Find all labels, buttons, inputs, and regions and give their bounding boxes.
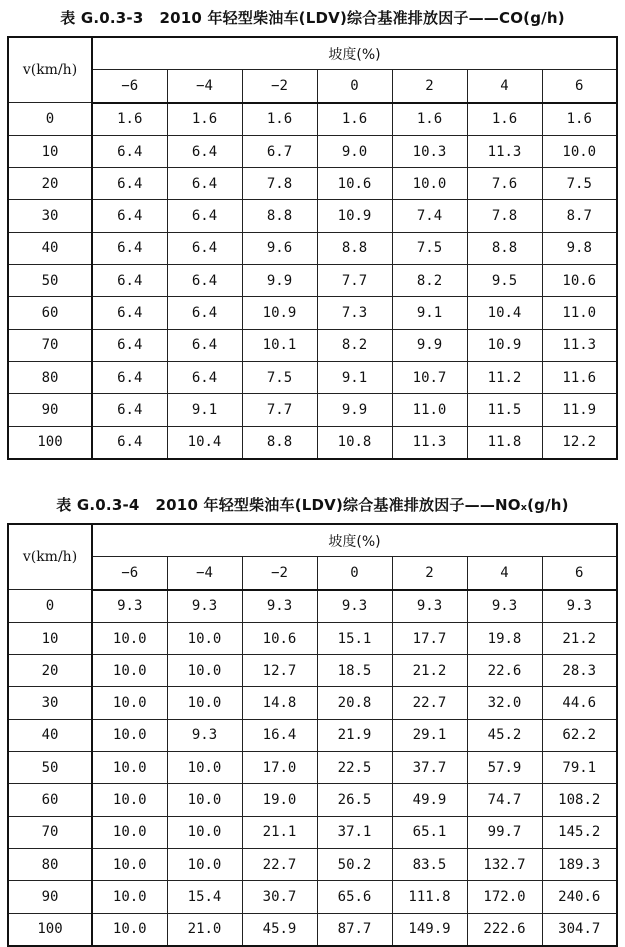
value-cell: 18.5 bbox=[317, 655, 392, 687]
speed-cell: 100 bbox=[8, 426, 92, 459]
table-row bbox=[8, 200, 617, 232]
value-cell: 10.0 bbox=[167, 784, 242, 816]
value-cell: 10.0 bbox=[92, 784, 167, 816]
value-cell: 32.0 bbox=[467, 687, 542, 719]
value-cell: 6.4 bbox=[92, 361, 167, 393]
slope-column-header: −6 bbox=[92, 70, 167, 103]
value-cell: 10.6 bbox=[317, 168, 392, 200]
value-cell: 8.7 bbox=[542, 200, 617, 232]
value-cell: 132.7 bbox=[467, 848, 542, 880]
value-cell: 10.0 bbox=[167, 752, 242, 784]
value-cell: 74.7 bbox=[467, 784, 542, 816]
value-cell: 108.2 bbox=[542, 784, 617, 816]
value-cell: 9.1 bbox=[317, 361, 392, 393]
value-cell: 172.0 bbox=[467, 881, 542, 913]
speed-cell: 20 bbox=[8, 655, 92, 687]
table-row bbox=[8, 719, 617, 751]
slope-column-header: −4 bbox=[167, 70, 242, 103]
value-cell: 9.0 bbox=[317, 135, 392, 167]
value-cell: 10.9 bbox=[317, 200, 392, 232]
slope-column-header: −2 bbox=[242, 557, 317, 590]
slope-column-header: 0 bbox=[317, 557, 392, 590]
speed-cell: 80 bbox=[8, 361, 92, 393]
value-cell: 19.0 bbox=[242, 784, 317, 816]
slope-column-header: −4 bbox=[167, 557, 242, 590]
value-cell: 10.0 bbox=[542, 135, 617, 167]
value-cell: 21.1 bbox=[242, 816, 317, 848]
value-cell: 10.0 bbox=[167, 687, 242, 719]
value-cell: 7.5 bbox=[542, 168, 617, 200]
value-cell: 45.2 bbox=[467, 719, 542, 751]
value-cell: 10.8 bbox=[317, 426, 392, 459]
value-cell: 11.0 bbox=[542, 297, 617, 329]
value-cell: 10.6 bbox=[542, 265, 617, 297]
value-cell: 49.9 bbox=[392, 784, 467, 816]
value-cell: 37.1 bbox=[317, 816, 392, 848]
value-cell: 8.8 bbox=[242, 200, 317, 232]
value-cell: 26.5 bbox=[317, 784, 392, 816]
value-cell: 6.4 bbox=[167, 265, 242, 297]
value-cell: 9.9 bbox=[317, 394, 392, 426]
value-cell: 1.6 bbox=[542, 103, 617, 136]
value-cell: 111.8 bbox=[392, 881, 467, 913]
slope-column-header: 0 bbox=[317, 70, 392, 103]
slope-column-header: 2 bbox=[392, 70, 467, 103]
value-cell: 7.4 bbox=[392, 200, 467, 232]
slope-column-header: 6 bbox=[542, 70, 617, 103]
table-row bbox=[8, 622, 617, 654]
value-cell: 45.9 bbox=[242, 913, 317, 946]
value-cell: 22.5 bbox=[317, 752, 392, 784]
speed-cell: 30 bbox=[8, 200, 92, 232]
value-cell: 6.4 bbox=[167, 135, 242, 167]
value-cell: 6.4 bbox=[92, 232, 167, 264]
value-cell: 10.0 bbox=[167, 655, 242, 687]
value-cell: 6.4 bbox=[92, 135, 167, 167]
speed-cell: 0 bbox=[8, 103, 92, 136]
value-cell: 1.6 bbox=[317, 103, 392, 136]
value-cell: 7.6 bbox=[467, 168, 542, 200]
value-cell: 240.6 bbox=[542, 881, 617, 913]
value-cell: 10.9 bbox=[467, 329, 542, 361]
table-row bbox=[8, 426, 617, 459]
value-cell: 15.4 bbox=[167, 881, 242, 913]
table-caption bbox=[7, 491, 618, 519]
speed-cell: 70 bbox=[8, 816, 92, 848]
value-cell: 7.5 bbox=[392, 232, 467, 264]
value-cell: 57.9 bbox=[467, 752, 542, 784]
value-cell: 11.0 bbox=[392, 394, 467, 426]
value-cell: 9.3 bbox=[542, 590, 617, 623]
value-cell: 11.5 bbox=[467, 394, 542, 426]
value-cell: 79.1 bbox=[542, 752, 617, 784]
value-cell: 9.3 bbox=[167, 719, 242, 751]
speed-cell: 0 bbox=[8, 590, 92, 623]
value-cell: 10.0 bbox=[92, 655, 167, 687]
speed-column-header: v(km/h) bbox=[8, 37, 92, 103]
value-cell: 1.6 bbox=[92, 103, 167, 136]
emission-table-nox bbox=[7, 523, 618, 947]
value-cell: 9.3 bbox=[92, 590, 167, 623]
value-cell: 87.7 bbox=[317, 913, 392, 946]
value-cell: 15.1 bbox=[317, 622, 392, 654]
value-cell: 6.4 bbox=[167, 232, 242, 264]
speed-cell: 30 bbox=[8, 687, 92, 719]
table-row bbox=[8, 752, 617, 784]
value-cell: 16.4 bbox=[242, 719, 317, 751]
value-cell: 10.0 bbox=[167, 622, 242, 654]
speed-cell: 60 bbox=[8, 297, 92, 329]
value-cell: 222.6 bbox=[467, 913, 542, 946]
value-cell: 10.0 bbox=[392, 168, 467, 200]
emission-table-co bbox=[7, 36, 618, 460]
value-cell: 37.7 bbox=[392, 752, 467, 784]
value-cell: 10.0 bbox=[167, 848, 242, 880]
table-row bbox=[8, 913, 617, 946]
value-cell: 6.4 bbox=[167, 361, 242, 393]
table-block-co bbox=[7, 4, 618, 460]
table-block-nox bbox=[7, 491, 618, 947]
table-row bbox=[8, 265, 617, 297]
value-cell: 21.2 bbox=[542, 622, 617, 654]
value-cell: 9.5 bbox=[467, 265, 542, 297]
value-cell: 62.2 bbox=[542, 719, 617, 751]
value-cell: 22.7 bbox=[242, 848, 317, 880]
value-cell: 22.7 bbox=[392, 687, 467, 719]
table-row bbox=[8, 329, 617, 361]
value-cell: 11.8 bbox=[467, 426, 542, 459]
value-cell: 8.2 bbox=[317, 329, 392, 361]
speed-column-header: v(km/h) bbox=[8, 524, 92, 590]
value-cell: 30.7 bbox=[242, 881, 317, 913]
value-cell: 21.2 bbox=[392, 655, 467, 687]
slope-group-header: 坡度(%) bbox=[92, 524, 617, 557]
value-cell: 12.7 bbox=[242, 655, 317, 687]
speed-cell: 100 bbox=[8, 913, 92, 946]
value-cell: 6.4 bbox=[92, 297, 167, 329]
value-cell: 10.0 bbox=[167, 816, 242, 848]
speed-cell: 40 bbox=[8, 719, 92, 751]
value-cell: 9.3 bbox=[317, 590, 392, 623]
value-cell: 9.8 bbox=[542, 232, 617, 264]
value-cell: 10.0 bbox=[92, 816, 167, 848]
value-cell: 50.2 bbox=[317, 848, 392, 880]
slope-column-header: 6 bbox=[542, 557, 617, 590]
slope-column-header: 4 bbox=[467, 70, 542, 103]
table-caption-id: 表 G.0.3-3 bbox=[60, 9, 144, 27]
value-cell: 9.6 bbox=[242, 232, 317, 264]
slope-column-header: 4 bbox=[467, 557, 542, 590]
table-row bbox=[8, 590, 617, 623]
value-cell: 65.6 bbox=[317, 881, 392, 913]
table-row bbox=[8, 135, 617, 167]
table-row bbox=[8, 816, 617, 848]
value-cell: 21.0 bbox=[167, 913, 242, 946]
value-cell: 6.4 bbox=[92, 426, 167, 459]
value-cell: 189.3 bbox=[542, 848, 617, 880]
value-cell: 7.7 bbox=[242, 394, 317, 426]
speed-cell: 20 bbox=[8, 168, 92, 200]
table-caption-text: 2010 年轻型柴油车(LDV)综合基准排放因子——CO(g/h) bbox=[159, 9, 565, 27]
value-cell: 10.4 bbox=[467, 297, 542, 329]
speed-cell: 60 bbox=[8, 784, 92, 816]
value-cell: 1.6 bbox=[242, 103, 317, 136]
value-cell: 9.3 bbox=[242, 590, 317, 623]
value-cell: 6.4 bbox=[167, 297, 242, 329]
table-row bbox=[8, 687, 617, 719]
value-cell: 6.4 bbox=[92, 265, 167, 297]
value-cell: 10.6 bbox=[242, 622, 317, 654]
value-cell: 7.8 bbox=[467, 200, 542, 232]
value-cell: 10.0 bbox=[92, 687, 167, 719]
value-cell: 10.7 bbox=[392, 361, 467, 393]
value-cell: 11.3 bbox=[542, 329, 617, 361]
value-cell: 304.7 bbox=[542, 913, 617, 946]
value-cell: 9.3 bbox=[467, 590, 542, 623]
value-cell: 9.9 bbox=[392, 329, 467, 361]
value-cell: 9.3 bbox=[167, 590, 242, 623]
speed-cell: 70 bbox=[8, 329, 92, 361]
table-row bbox=[8, 361, 617, 393]
table-row bbox=[8, 394, 617, 426]
value-cell: 10.0 bbox=[92, 752, 167, 784]
value-cell: 21.9 bbox=[317, 719, 392, 751]
value-cell: 10.4 bbox=[167, 426, 242, 459]
value-cell: 20.8 bbox=[317, 687, 392, 719]
value-cell: 8.8 bbox=[317, 232, 392, 264]
value-cell: 10.0 bbox=[92, 913, 167, 946]
value-cell: 149.9 bbox=[392, 913, 467, 946]
value-cell: 11.9 bbox=[542, 394, 617, 426]
value-cell: 65.1 bbox=[392, 816, 467, 848]
value-cell: 7.5 bbox=[242, 361, 317, 393]
value-cell: 8.2 bbox=[392, 265, 467, 297]
speed-cell: 10 bbox=[8, 622, 92, 654]
value-cell: 9.1 bbox=[167, 394, 242, 426]
speed-cell: 90 bbox=[8, 394, 92, 426]
speed-cell: 80 bbox=[8, 848, 92, 880]
value-cell: 1.6 bbox=[392, 103, 467, 136]
value-cell: 10.9 bbox=[242, 297, 317, 329]
slope-column-header: −6 bbox=[92, 557, 167, 590]
value-cell: 10.1 bbox=[242, 329, 317, 361]
value-cell: 9.9 bbox=[242, 265, 317, 297]
value-cell: 1.6 bbox=[467, 103, 542, 136]
value-cell: 29.1 bbox=[392, 719, 467, 751]
value-cell: 1.6 bbox=[167, 103, 242, 136]
value-cell: 10.0 bbox=[92, 881, 167, 913]
value-cell: 10.3 bbox=[392, 135, 467, 167]
slope-group-header: 坡度(%) bbox=[92, 37, 617, 70]
table-row bbox=[8, 297, 617, 329]
table-row bbox=[8, 848, 617, 880]
table-row bbox=[8, 881, 617, 913]
value-cell: 6.4 bbox=[92, 329, 167, 361]
table-caption bbox=[7, 4, 618, 32]
speed-cell: 10 bbox=[8, 135, 92, 167]
value-cell: 28.3 bbox=[542, 655, 617, 687]
value-cell: 19.8 bbox=[467, 622, 542, 654]
slope-column-header: −2 bbox=[242, 70, 317, 103]
value-cell: 6.4 bbox=[92, 168, 167, 200]
value-cell: 17.7 bbox=[392, 622, 467, 654]
table-row bbox=[8, 784, 617, 816]
value-cell: 8.8 bbox=[242, 426, 317, 459]
value-cell: 6.4 bbox=[167, 200, 242, 232]
value-cell: 6.4 bbox=[92, 200, 167, 232]
value-cell: 10.0 bbox=[92, 848, 167, 880]
speed-cell: 50 bbox=[8, 752, 92, 784]
speed-cell: 90 bbox=[8, 881, 92, 913]
value-cell: 7.8 bbox=[242, 168, 317, 200]
value-cell: 83.5 bbox=[392, 848, 467, 880]
value-cell: 6.4 bbox=[167, 329, 242, 361]
value-cell: 145.2 bbox=[542, 816, 617, 848]
value-cell: 11.2 bbox=[467, 361, 542, 393]
table-row bbox=[8, 232, 617, 264]
value-cell: 99.7 bbox=[467, 816, 542, 848]
value-cell: 6.7 bbox=[242, 135, 317, 167]
value-cell: 22.6 bbox=[467, 655, 542, 687]
value-cell: 11.3 bbox=[467, 135, 542, 167]
speed-cell: 40 bbox=[8, 232, 92, 264]
value-cell: 6.4 bbox=[92, 394, 167, 426]
value-cell: 8.8 bbox=[467, 232, 542, 264]
value-cell: 7.7 bbox=[317, 265, 392, 297]
value-cell: 9.1 bbox=[392, 297, 467, 329]
table-caption-text: 2010 年轻型柴油车(LDV)综合基准排放因子——NOₓ(g/h) bbox=[155, 496, 569, 514]
value-cell: 44.6 bbox=[542, 687, 617, 719]
slope-column-header: 2 bbox=[392, 557, 467, 590]
table-row bbox=[8, 168, 617, 200]
value-cell: 6.4 bbox=[167, 168, 242, 200]
value-cell: 14.8 bbox=[242, 687, 317, 719]
value-cell: 11.6 bbox=[542, 361, 617, 393]
table-row bbox=[8, 103, 617, 136]
value-cell: 9.3 bbox=[392, 590, 467, 623]
value-cell: 11.3 bbox=[392, 426, 467, 459]
table-row bbox=[8, 655, 617, 687]
value-cell: 10.0 bbox=[92, 622, 167, 654]
speed-cell: 50 bbox=[8, 265, 92, 297]
value-cell: 7.3 bbox=[317, 297, 392, 329]
value-cell: 17.0 bbox=[242, 752, 317, 784]
value-cell: 10.0 bbox=[92, 719, 167, 751]
value-cell: 12.2 bbox=[542, 426, 617, 459]
table-caption-id: 表 G.0.3-4 bbox=[56, 496, 140, 514]
